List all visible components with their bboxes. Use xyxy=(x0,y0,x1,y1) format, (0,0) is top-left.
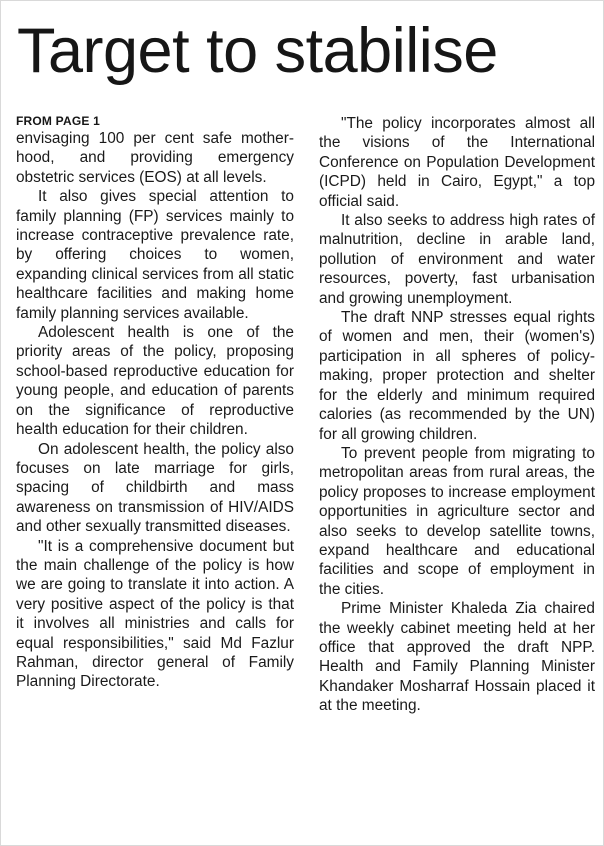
paragraph: On adolescent health, the policy also focuses on late marriage for girls, spacing of childbirth and mass awareness on transmission of HIV/AIDS and other sexually transmitted diseases. xyxy=(16,440,294,536)
right-column xyxy=(319,114,595,716)
paragraph: "The policy incorporates almost all the visions of the International Conference on Population Development (ICPD) held in Cairo, Egypt," a top official said. xyxy=(319,115,595,210)
headline: Target to stabilise xyxy=(17,16,498,86)
paragraph: It also seeks to address high rates of malnutrition, decline in arable land, pollution of environment and water resources, poverty, fast urbanisation and growing unemployment. xyxy=(319,212,595,307)
paragraph: Adolescent health is one of the priority areas of the policy, proposing school-based reproductive education for young people, and education of parents on the significance of reproductive health education for their children. xyxy=(16,324,294,439)
paragraph: "It is a comprehensive document but the main challenge of the policy is how we are going to translate it into action. A very positive aspect of the policy is that it involves all ministries and calls for equal responsibilities," said Md Fazlur Rahman, director general of Family Planning Directorate. xyxy=(16,537,294,691)
paragraph: envisaging 100 per cent safe motherhood, and providing emergency obstetric services (EOS) at all levels. xyxy=(16,130,294,186)
jump-line: FROM PAGE 1 xyxy=(16,114,100,128)
paragraph: To prevent people from migrating to metropolitan areas from rural areas, the policy proposes to increase employment opportunities in agriculture sector and also seeks to develop satellite towns, expand healthcare and educational facilities and scope of employment in the cities. xyxy=(319,444,595,598)
paragraph: Prime Minister Khaleda Zia chaired the weekly cabinet meeting held at her office that approved the draft NPP. Health and Family Planning Minister Khandaker Mosharraf Hossain placed it at the meeting. xyxy=(319,600,595,715)
left-column xyxy=(16,114,294,692)
paragraph: It also gives special attention to family planning (FP) services mainly to increase contraceptive prevalence rate, by offering choices to women, expanding clinical services from all static healthcare facilities and making home family planning services available. xyxy=(16,188,294,322)
paragraph: The draft NNP stresses equal rights of women and men, their (women's) participation in all spheres of policy-making, proper protection and shelter for the elderly and minimum required calories (as recommended by the UN) for all growing children. xyxy=(319,309,595,443)
